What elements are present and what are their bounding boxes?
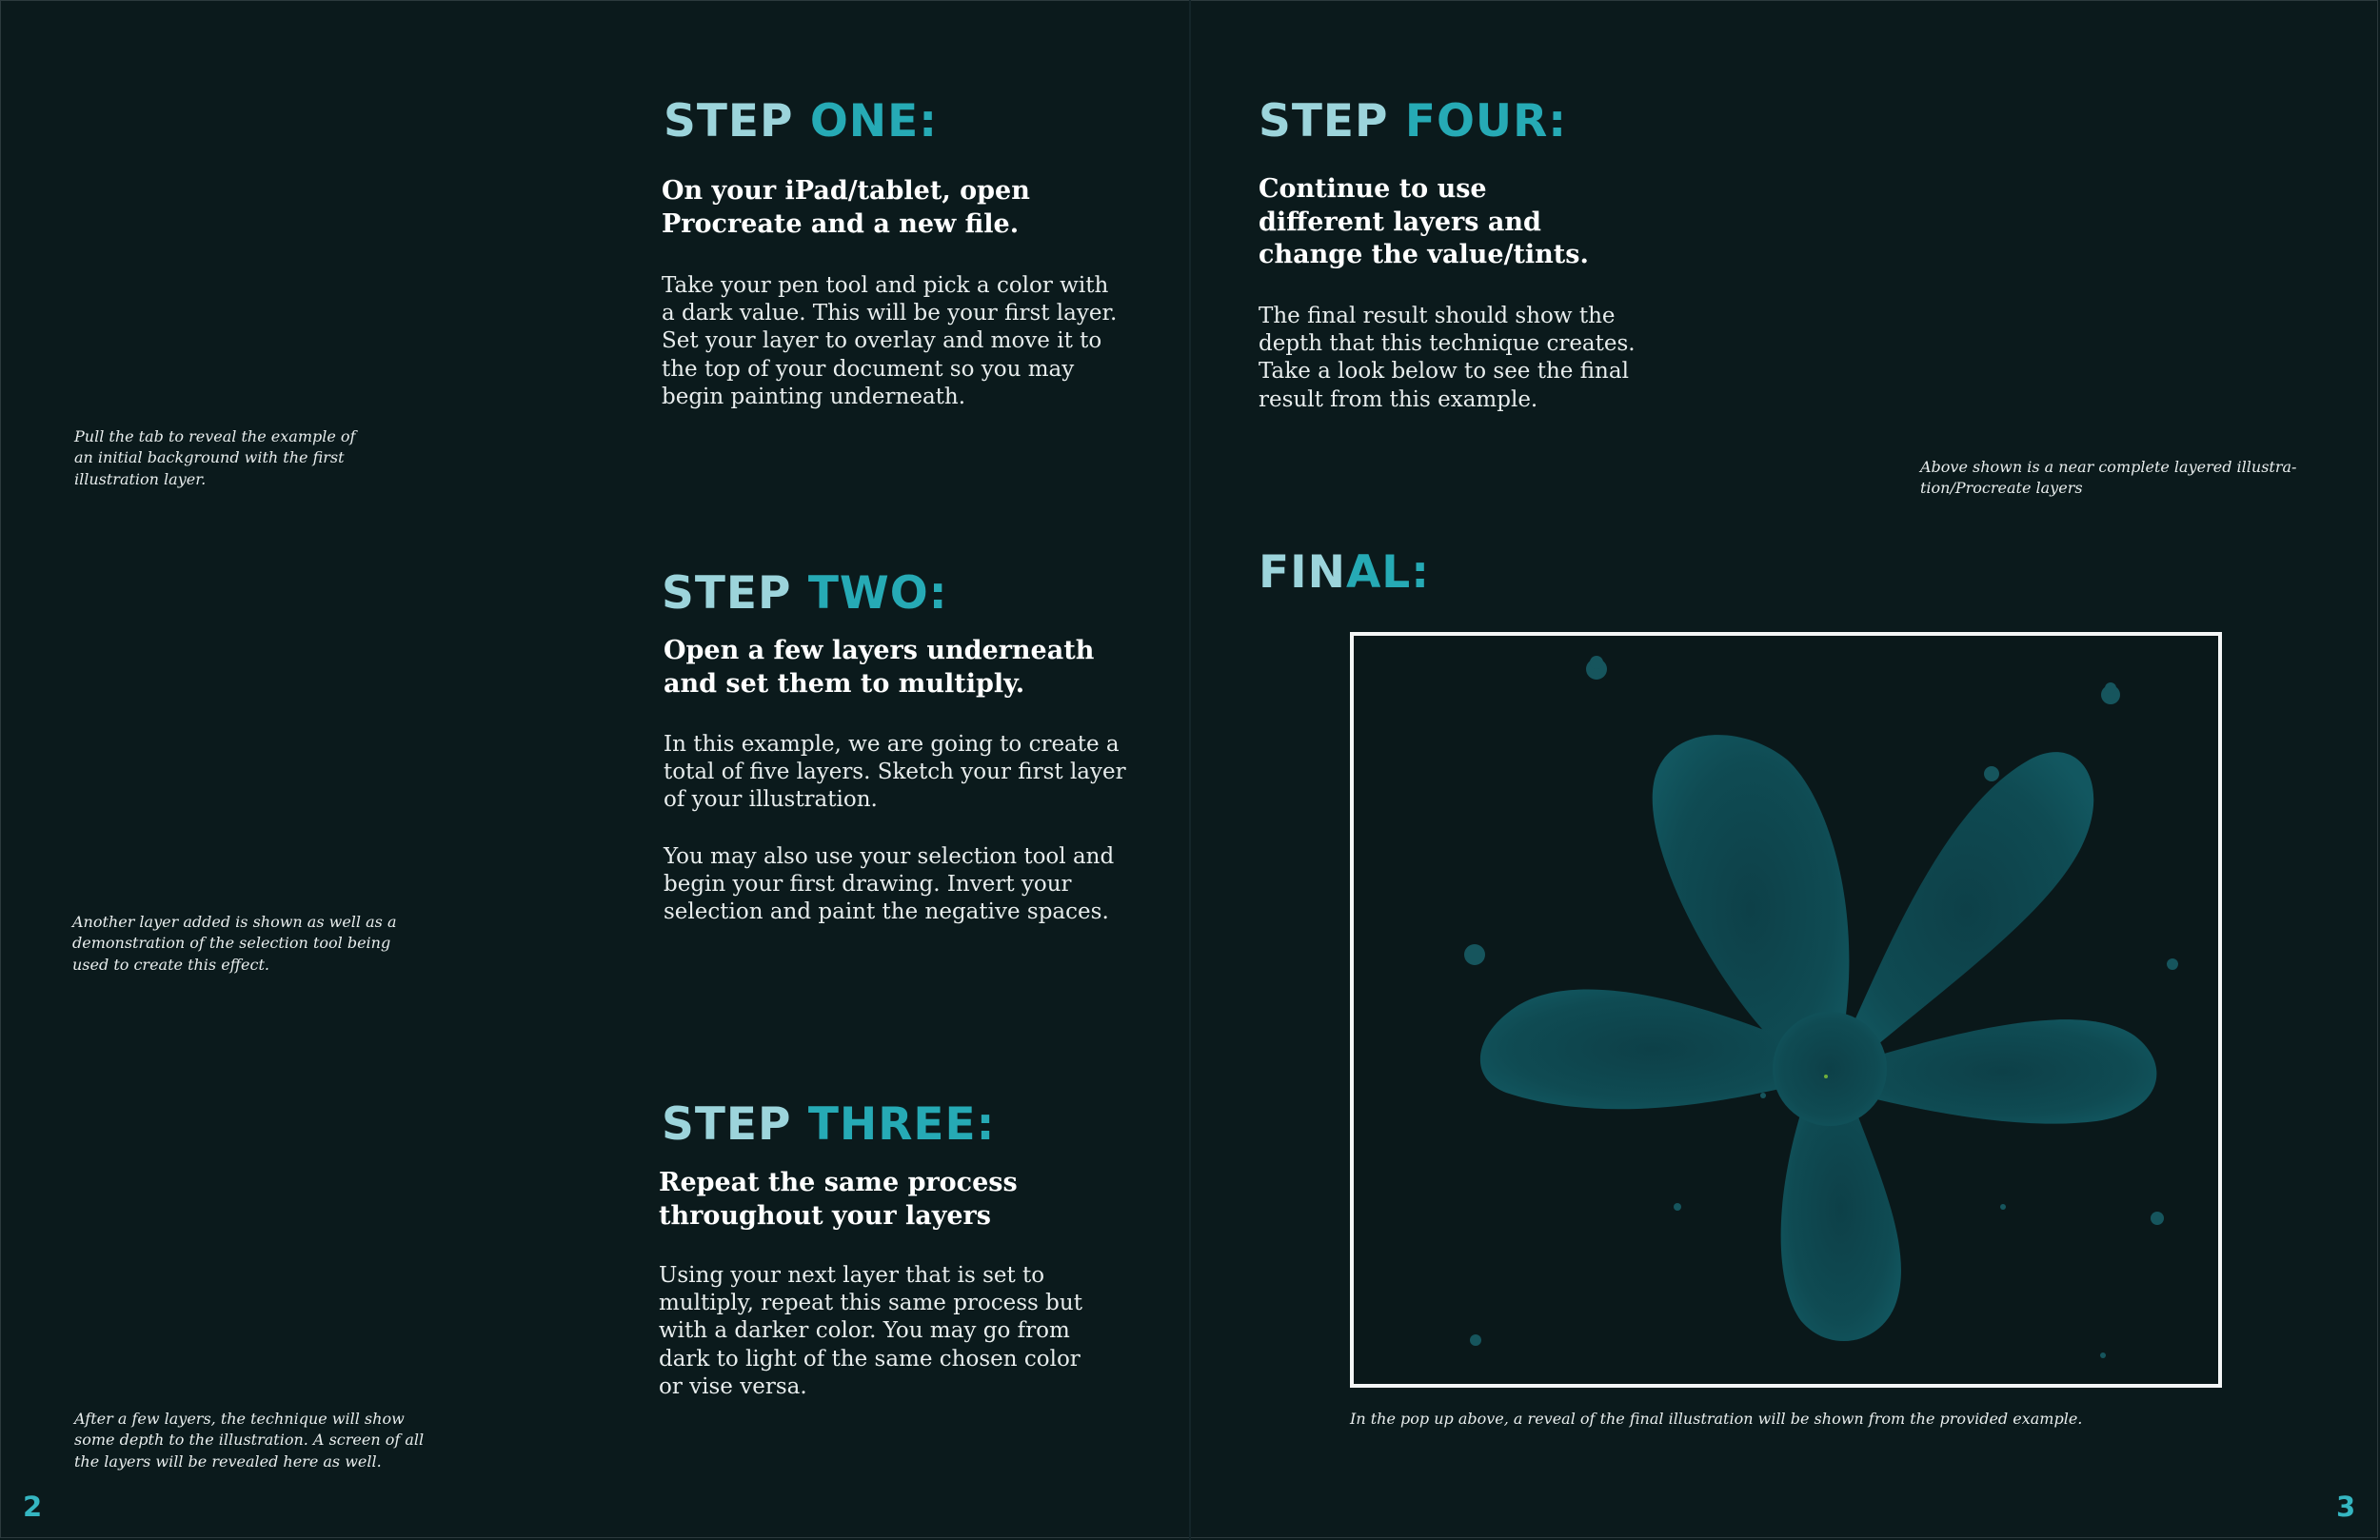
caption-step-two: Another layer added is shown as well as a demonstration of the selection tool being used to create this effect.: [72, 913, 397, 974]
caption-near-complete: Above shown is a near complete layered illustra-tion/Procreate layers: [1920, 458, 2297, 498]
step-two-lead: Open a few layers underneath and set them to multiply.: [664, 636, 1095, 699]
step-one-title-word2: ONE:: [809, 95, 939, 148]
final-title-part1: FIN: [1259, 546, 1346, 599]
step-one-title: [664, 95, 938, 148]
final-illustration-frame: [1350, 632, 2222, 1388]
caption-step-one: Pull the tab to reveal the example of an initial background with the first illustration layer.: [74, 427, 356, 488]
step-four-title-word1: STEP: [1259, 95, 1389, 148]
step-two-title: [662, 567, 948, 620]
step-three-body: Using your next layer that is set to multiply, repeat this same process but with a darker color. You may go from dark to light of the same chosen color or vise versa.: [659, 1263, 1082, 1399]
step-two-title-word1: STEP: [662, 567, 792, 620]
step-one-lead: On your iPad/tablet, open Procreate and a new file.: [662, 176, 1030, 239]
step-four-title: [1259, 95, 1567, 148]
caption-step-three: After a few layers, the technique will show some depth to the illustration. A screen of all the layers will be revealed here as well.: [74, 1410, 425, 1471]
page-number-right: 3: [2336, 1491, 2356, 1523]
step-two-title-word2: TWO:: [807, 567, 948, 620]
step-four-title-word2: FOUR:: [1404, 95, 1568, 148]
page-number-left: 2: [23, 1491, 43, 1523]
step-three-title: [662, 1098, 995, 1151]
watercolor-five-petal-flower-icon: [1354, 636, 2218, 1384]
step-three-title-word1: STEP: [662, 1098, 792, 1151]
caption-final: In the pop up above, a reveal of the final illustration will be shown from the provided example.: [1350, 1410, 2083, 1428]
final-title-part2: AL:: [1345, 546, 1431, 599]
step-three-lead: Repeat the same process throughout your layers: [659, 1168, 1018, 1231]
final-title: [1259, 546, 1430, 599]
step-four-body: The final result should show the depth that this technique creates. Take a look below to see the final result from this example.: [1259, 304, 1636, 412]
step-one-title-word1: STEP: [664, 95, 794, 148]
spine-gutter: [1189, 0, 1191, 1540]
step-four-lead: Continue to use different layers and change the value/tints.: [1259, 174, 1589, 270]
step-three-title-word2: THREE:: [807, 1098, 996, 1151]
step-one-body: Take your pen tool and pick a color with a dark value. This will be your first layer. Set your layer to overlay and move it to the top of your document so you may begin painting underneath.: [662, 273, 1118, 409]
step-two-body-2: You may also use your selection tool and begin your first drawing. Invert your selection and paint the negative spaces.: [664, 844, 1115, 925]
step-two-body-1: In this example, we are going to create a total of five layers. Sketch your first layer of your illustration.: [664, 732, 1126, 813]
